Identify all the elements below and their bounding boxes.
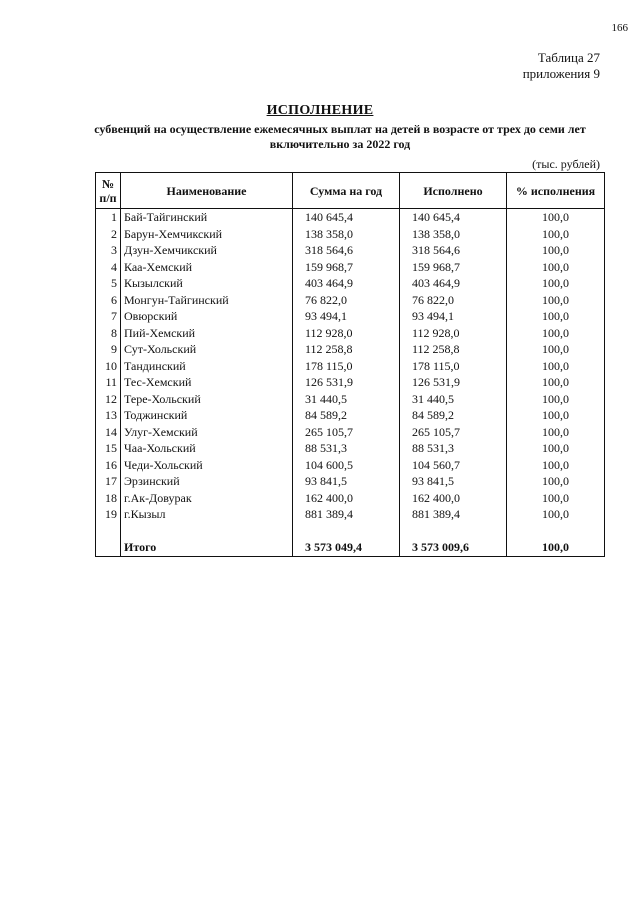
row-percent: 100,0 — [507, 209, 605, 226]
row-number: 3 — [96, 242, 121, 259]
row-executed: 126 531,9 — [400, 374, 507, 391]
row-annual: 881 389,4 — [293, 506, 400, 523]
row-annual: 93 494,1 — [293, 308, 400, 325]
row-percent: 100,0 — [507, 358, 605, 375]
row-percent: 100,0 — [507, 490, 605, 507]
table-row — [96, 358, 605, 375]
total-percent: 100,0 — [507, 539, 605, 556]
header-annual: Сумма на год — [293, 173, 400, 209]
row-annual: 140 645,4 — [293, 209, 400, 226]
row-number: 13 — [96, 407, 121, 424]
table-row — [96, 424, 605, 441]
table-row — [96, 308, 605, 325]
row-name: Эрзинский — [121, 473, 293, 490]
row-number: 2 — [96, 226, 121, 243]
row-annual: 159 968,7 — [293, 259, 400, 276]
row-percent: 100,0 — [507, 440, 605, 457]
row-executed: 112 258,8 — [400, 341, 507, 358]
row-percent: 100,0 — [507, 391, 605, 408]
execution-table — [95, 172, 605, 557]
row-annual: 88 531,3 — [293, 440, 400, 457]
table-row — [96, 374, 605, 391]
row-percent: 100,0 — [507, 341, 605, 358]
row-executed: 159 968,7 — [400, 259, 507, 276]
row-name: Тоджинский — [121, 407, 293, 424]
row-number: 7 — [96, 308, 121, 325]
row-name: Тес-Хемский — [121, 374, 293, 391]
table-row — [96, 275, 605, 292]
row-name: Пий-Хемский — [121, 325, 293, 342]
table-row — [96, 457, 605, 474]
row-number: 17 — [96, 473, 121, 490]
document-title: ИСПОЛНЕНИЕ — [266, 103, 374, 118]
table-header-row — [96, 173, 605, 209]
spacer-cell — [400, 523, 507, 540]
row-annual: 318 564,6 — [293, 242, 400, 259]
row-name: Бай-Тайгинский — [121, 209, 293, 226]
row-name: Дзун-Хемчикский — [121, 242, 293, 259]
row-name: Чеди-Хольский — [121, 457, 293, 474]
row-number: 9 — [96, 341, 121, 358]
row-executed: 178 115,0 — [400, 358, 507, 375]
table-row — [96, 209, 605, 226]
row-annual: 76 822,0 — [293, 292, 400, 309]
table-row — [96, 506, 605, 523]
spacer-cell — [293, 523, 400, 540]
row-percent: 100,0 — [507, 242, 605, 259]
row-executed: 93 494,1 — [400, 308, 507, 325]
row-executed: 138 358,0 — [400, 226, 507, 243]
document-subtitle — [60, 122, 620, 152]
row-number: 18 — [96, 490, 121, 507]
row-number: 15 — [96, 440, 121, 457]
table-row — [96, 440, 605, 457]
row-annual: 403 464,9 — [293, 275, 400, 292]
table-row — [96, 226, 605, 243]
row-executed: 104 560,7 — [400, 457, 507, 474]
row-name: Чаа-Хольский — [121, 440, 293, 457]
row-executed: 93 841,5 — [400, 473, 507, 490]
row-number: 8 — [96, 325, 121, 342]
row-name: Тандинский — [121, 358, 293, 375]
spacer-cell — [507, 523, 605, 540]
row-number: 11 — [96, 374, 121, 391]
total-executed: 3 573 009,6 — [400, 539, 507, 556]
row-executed: 318 564,6 — [400, 242, 507, 259]
subtitle-line1: субвенций на осуществление ежемесячных выплат на детей в возрасте от трех до семи лет — [94, 122, 586, 136]
page-number: 166 — [611, 22, 628, 34]
row-number: 10 — [96, 358, 121, 375]
spacer-cell — [121, 523, 293, 540]
row-executed: 140 645,4 — [400, 209, 507, 226]
row-annual: 178 115,0 — [293, 358, 400, 375]
row-percent: 100,0 — [507, 457, 605, 474]
row-percent: 100,0 — [507, 424, 605, 441]
row-name: Тере-Хольский — [121, 391, 293, 408]
table-reference-line1: Таблица 27 — [537, 50, 600, 65]
row-percent: 100,0 — [507, 308, 605, 325]
header-num-line1: № — [101, 176, 115, 191]
row-number: 5 — [96, 275, 121, 292]
row-name: Сут-Хольский — [121, 341, 293, 358]
row-percent: 100,0 — [507, 407, 605, 424]
row-number: 16 — [96, 457, 121, 474]
row-executed: 265 105,7 — [400, 424, 507, 441]
row-percent: 100,0 — [507, 374, 605, 391]
row-name: Улуг-Хемский — [121, 424, 293, 441]
row-annual: 93 841,5 — [293, 473, 400, 490]
row-percent: 100,0 — [507, 473, 605, 490]
header-num — [96, 173, 121, 209]
row-name: Барун-Хемчикский — [121, 226, 293, 243]
row-executed: 84 589,2 — [400, 407, 507, 424]
row-annual: 112 258,8 — [293, 341, 400, 358]
row-name: г.Кызыл — [121, 506, 293, 523]
table-row — [96, 325, 605, 342]
row-number: 19 — [96, 506, 121, 523]
table-row — [96, 242, 605, 259]
row-percent: 100,0 — [507, 506, 605, 523]
row-executed: 88 531,3 — [400, 440, 507, 457]
spacer-row — [96, 523, 605, 540]
total-name: Итого — [121, 539, 293, 556]
table-row — [96, 490, 605, 507]
row-name: Монгун-Тайгинский — [121, 292, 293, 309]
unit-label: (тыс. рублей) — [532, 157, 600, 171]
row-annual: 265 105,7 — [293, 424, 400, 441]
table-row — [96, 292, 605, 309]
table-reference — [523, 50, 600, 82]
table-row — [96, 259, 605, 276]
row-number: 12 — [96, 391, 121, 408]
row-annual: 162 400,0 — [293, 490, 400, 507]
row-executed: 881 389,4 — [400, 506, 507, 523]
row-percent: 100,0 — [507, 292, 605, 309]
row-executed: 76 822,0 — [400, 292, 507, 309]
row-name: Овюрский — [121, 308, 293, 325]
table-row — [96, 473, 605, 490]
row-executed: 112 928,0 — [400, 325, 507, 342]
row-executed: 162 400,0 — [400, 490, 507, 507]
table-row — [96, 391, 605, 408]
row-executed: 31 440,5 — [400, 391, 507, 408]
row-name: Каа-Хемский — [121, 259, 293, 276]
row-annual: 31 440,5 — [293, 391, 400, 408]
spacer-cell — [96, 523, 121, 540]
row-annual: 112 928,0 — [293, 325, 400, 342]
table-row — [96, 341, 605, 358]
total-annual: 3 573 049,4 — [293, 539, 400, 556]
total-number — [96, 539, 121, 556]
row-percent: 100,0 — [507, 325, 605, 342]
row-percent: 100,0 — [507, 259, 605, 276]
row-percent: 100,0 — [507, 226, 605, 243]
row-annual: 138 358,0 — [293, 226, 400, 243]
row-annual: 104 600,5 — [293, 457, 400, 474]
row-number: 14 — [96, 424, 121, 441]
table-reference-line2: приложения 9 — [522, 66, 600, 81]
total-row — [96, 539, 605, 556]
row-name: Кызылский — [121, 275, 293, 292]
row-executed: 403 464,9 — [400, 275, 507, 292]
row-number: 6 — [96, 292, 121, 309]
row-number: 4 — [96, 259, 121, 276]
row-number: 1 — [96, 209, 121, 226]
row-annual: 84 589,2 — [293, 407, 400, 424]
row-percent: 100,0 — [507, 275, 605, 292]
header-num-line2: п/п — [99, 190, 117, 205]
subtitle-line2: включительно за 2022 год — [269, 137, 411, 151]
table-row — [96, 407, 605, 424]
header-name: Наименование — [121, 173, 293, 209]
row-name: г.Ак-Довурак — [121, 490, 293, 507]
header-executed: Исполнено — [400, 173, 507, 209]
row-annual: 126 531,9 — [293, 374, 400, 391]
header-percent: % исполнения — [507, 173, 605, 209]
